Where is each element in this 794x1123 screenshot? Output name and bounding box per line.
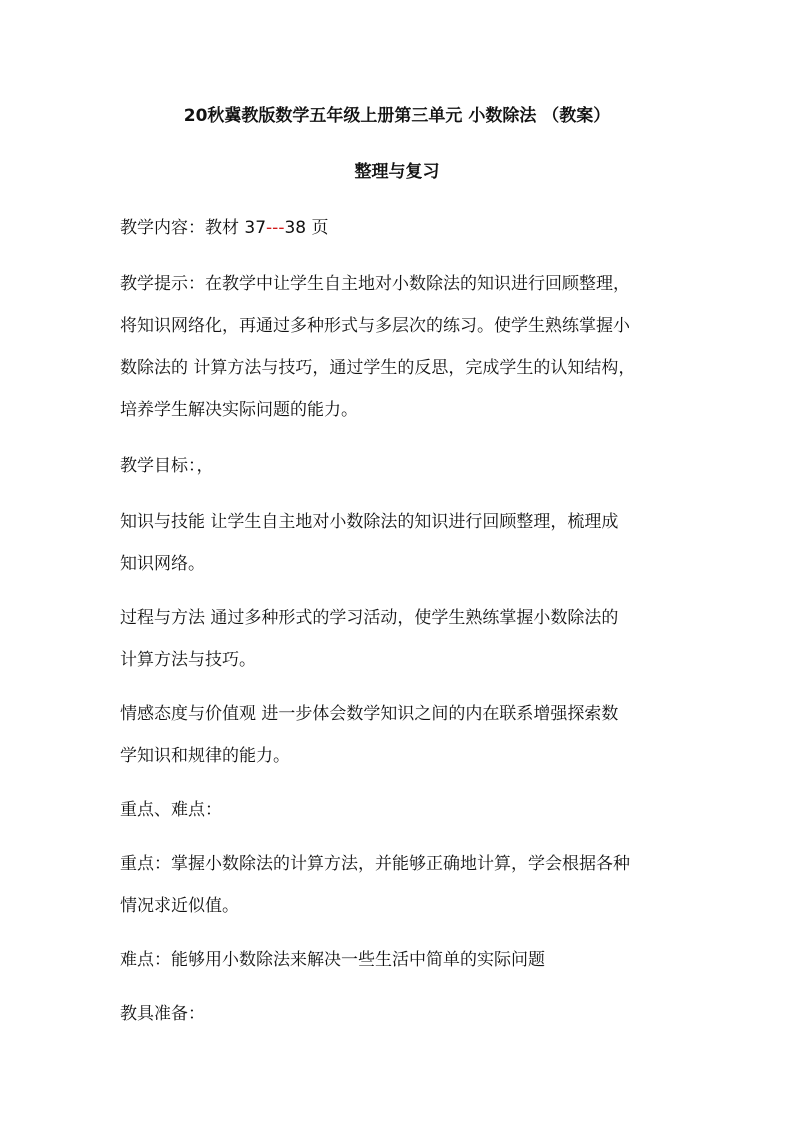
- key-point-line-2: 情况求近似值。: [120, 896, 239, 916]
- teaching-tips-line-2: 将知识网络化，再通过多种形式与多层次的练习。使学生熟练掌握小: [120, 316, 630, 336]
- teaching-content-prefix: 教学内容：教材 37: [120, 218, 267, 238]
- teaching-tips-line-4: 培养学生解决实际问题的能力。: [120, 400, 358, 420]
- goal-emotion-line-1: 情感态度与价值观 进一步体会数学知识之间的内在联系增强探索数: [120, 704, 619, 724]
- teaching-content-suffix: 38 页: [284, 218, 329, 238]
- goal-process-line-2: 计算方法与技巧。: [120, 650, 256, 670]
- teaching-content-dashes: ---: [266, 218, 285, 238]
- teaching-goals-heading: 教学目标：，: [120, 456, 214, 476]
- document-subtitle: 整理与复习: [354, 162, 440, 182]
- teaching-tips-line-1: 教学提示：在教学中让学生自主地对小数除法的知识进行回顾整理，: [120, 274, 630, 294]
- goal-knowledge-line-1: 知识与技能 让学生自主地对小数除法的知识进行回顾整理，梳理成: [120, 512, 619, 532]
- teaching-tools-heading: 教具准备：: [120, 1004, 205, 1024]
- key-point-line-1: 重点：掌握小数除法的计算方法，并能够正确地计算，学会根据各种: [120, 854, 630, 874]
- document-title: 20秋冀教版数学五年级上册第三单元 小数除法 （教案）: [183, 106, 611, 126]
- teaching-tips-line-3: 数除法的 计算方法与技巧，通过学生的反思，完成学生的认知结构，: [120, 358, 636, 378]
- teaching-content-line: [120, 216, 329, 240]
- goal-process-line-1: 过程与方法 通过多种形式的学习活动，使学生熟练掌握小数除法的: [120, 608, 619, 628]
- difficult-point-line: 难点：能够用小数除法来解决一些生活中简单的实际问题: [120, 950, 545, 970]
- goal-emotion-line-2: 学知识和规律的能力。: [120, 746, 290, 766]
- key-points-heading: 重点、难点：: [120, 800, 222, 820]
- goal-knowledge-line-2: 知识网络。: [120, 554, 205, 574]
